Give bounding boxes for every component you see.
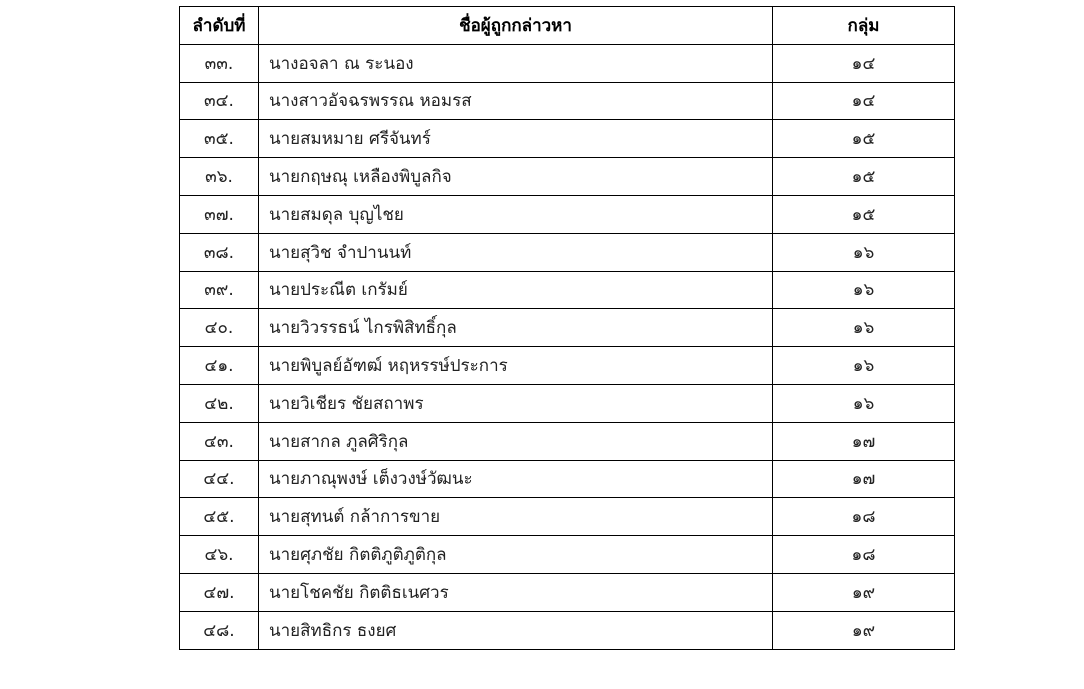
row-order: ๔๘.	[180, 611, 259, 649]
row-order: ๔๕.	[180, 498, 259, 536]
row-name: นายสุทนต์ กล้าการขาย	[259, 498, 773, 536]
row-group: ๑๔	[773, 82, 955, 120]
table-row	[180, 158, 955, 196]
row-name: นายวิวรรธน์ ไกรพิสิทธิ์กุล	[259, 309, 773, 347]
row-name: นางสาวอัจฉรพรรณ หอมรส	[259, 82, 773, 120]
table-row	[180, 120, 955, 158]
row-name: นายสมดุล บุญไชย	[259, 195, 773, 233]
row-order: ๔๐.	[180, 309, 259, 347]
row-name: นายศุภชัย กิตติภูติภูติกุล	[259, 536, 773, 574]
row-name: นางอจลา ณ ระนอง	[259, 44, 773, 82]
table-row	[180, 422, 955, 460]
table-row	[180, 82, 955, 120]
row-order: ๔๗.	[180, 573, 259, 611]
table-row	[180, 498, 955, 536]
table-row	[180, 309, 955, 347]
table-row	[180, 384, 955, 422]
row-order: ๔๑.	[180, 347, 259, 385]
row-group: ๑๖	[773, 309, 955, 347]
row-order: ๔๓.	[180, 422, 259, 460]
row-order: ๓๓.	[180, 44, 259, 82]
row-name: นายโชคชัย กิตติธเนศวร	[259, 573, 773, 611]
row-order: ๔๒.	[180, 384, 259, 422]
accused-list-table-container	[179, 6, 954, 641]
row-group: ๑๖	[773, 271, 955, 309]
row-name: นายประณีต เกรัมย์	[259, 271, 773, 309]
row-order: ๓๔.	[180, 82, 259, 120]
row-group: ๑๙	[773, 573, 955, 611]
header-order: ลำดับที่	[180, 7, 259, 45]
row-group: ๑๗	[773, 422, 955, 460]
table-row	[180, 536, 955, 574]
row-group: ๑๖	[773, 384, 955, 422]
header-name: ชื่อผู้ถูกกล่าวหา	[259, 7, 773, 45]
header-group: กลุ่ม	[773, 7, 955, 45]
table-row	[180, 271, 955, 309]
row-group: ๑๘	[773, 498, 955, 536]
row-group: ๑๘	[773, 536, 955, 574]
row-order: ๓๖.	[180, 158, 259, 196]
table-row	[180, 611, 955, 649]
row-order: ๔๖.	[180, 536, 259, 574]
table-row	[180, 347, 955, 385]
table-body	[180, 44, 955, 649]
row-name: นายสิทธิกร ธงยศ	[259, 611, 773, 649]
row-group: ๑๗	[773, 460, 955, 498]
row-name: นายสากล ภูลศิริกุล	[259, 422, 773, 460]
row-order: ๓๕.	[180, 120, 259, 158]
table-header	[180, 7, 955, 45]
row-name: นายกฤษณุ เหลืองพิบูลกิจ	[259, 158, 773, 196]
row-order: ๓๙.	[180, 271, 259, 309]
row-name: นายภาณุพงษ์ เต็งวงษ์วัฒนะ	[259, 460, 773, 498]
row-group: ๑๖	[773, 233, 955, 271]
row-group: ๑๕	[773, 158, 955, 196]
row-group: ๑๔	[773, 44, 955, 82]
header-row	[180, 7, 955, 45]
row-name: นายวิเชียร ชัยสถาพร	[259, 384, 773, 422]
table-row	[180, 573, 955, 611]
row-group: ๑๖	[773, 347, 955, 385]
row-name: นายสมหมาย ศรีจันทร์	[259, 120, 773, 158]
row-name: นายสุวิช จำปานนท์	[259, 233, 773, 271]
table-row	[180, 460, 955, 498]
row-group: ๑๕	[773, 120, 955, 158]
table-row	[180, 195, 955, 233]
row-order: ๓๗.	[180, 195, 259, 233]
accused-list-table	[179, 6, 955, 650]
row-group: ๑๙	[773, 611, 955, 649]
row-order: ๔๔.	[180, 460, 259, 498]
table-row	[180, 233, 955, 271]
table-row	[180, 44, 955, 82]
row-order: ๓๘.	[180, 233, 259, 271]
row-name: นายพิบูลย์อัฑฒ์ หฤหรรษ์ประการ	[259, 347, 773, 385]
row-group: ๑๕	[773, 195, 955, 233]
